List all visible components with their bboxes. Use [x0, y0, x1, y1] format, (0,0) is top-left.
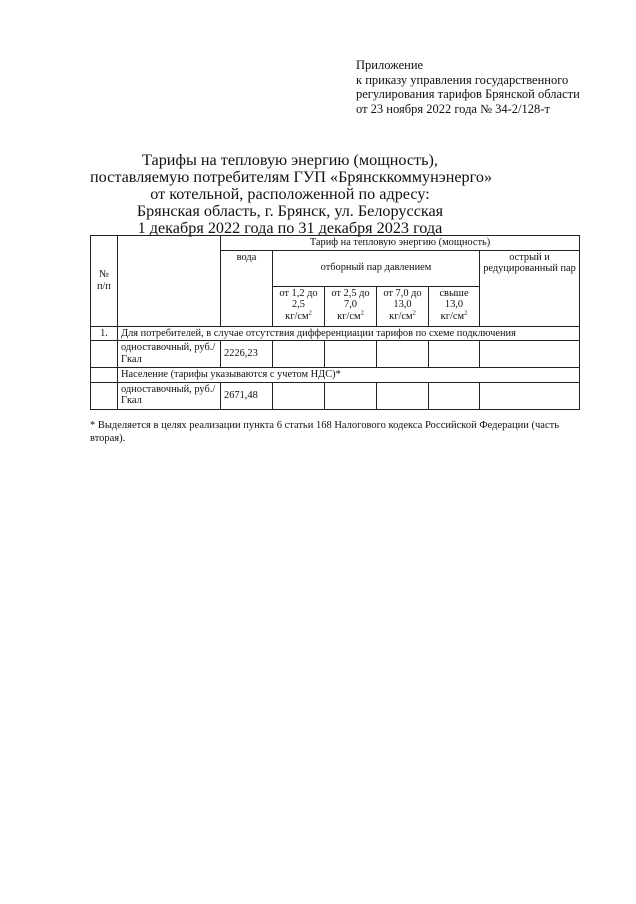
row-2-label: одноставочный, руб./Гкал [118, 382, 221, 409]
pressure-3-unit: кг/см [389, 310, 413, 322]
header-empty [118, 236, 221, 327]
annex-header [356, 58, 626, 116]
annex-line-1: Приложение [356, 58, 424, 72]
section-1-label: Для потребителей, в случае отсутствия дифференциации тарифов по схеме подключения [118, 326, 580, 341]
annex-line-2: к приказу управления государственного [356, 72, 569, 87]
row-1-water: 2226,23 [221, 341, 273, 368]
pressure-2-range: от 2,5 до 7,0 [331, 287, 370, 310]
title-line-3: от котельной, расположенной по адресу: [150, 185, 430, 203]
row-2-water: 2671,48 [221, 382, 273, 409]
pressure-1-unit: кг/см [285, 310, 309, 322]
pressure-2-unit: кг/см [337, 310, 361, 322]
pressure-1-range: от 1,2 до 2,5 [279, 287, 318, 310]
pressure-4-unit: кг/см [440, 310, 465, 322]
header-pressure-1: от 1,2 до 2,5 $кг/см^2$ [273, 286, 325, 326]
row-1-label: одноставочный, руб./Гкал [118, 341, 221, 368]
pressure-3-range: от 7,0 до 13,0 [383, 287, 422, 310]
header-water: вода [221, 250, 273, 326]
table-row [91, 382, 580, 409]
document-title [90, 151, 493, 237]
header-pressure-3: от 7,0 до 13,0 $кг/см^2$ [377, 286, 429, 326]
annex-line-3: регулирования тарифов Брянской области [356, 87, 580, 101]
header-pressure-4: свыше 13,0 $кг/см^2$ [429, 286, 480, 326]
title-line-5: 1 декабря 2022 года по 31 декабря 2023 года [137, 219, 443, 237]
tariff-table [90, 235, 580, 410]
footnote: * Выделяется в целях реализации пункта 6 статьи 168 Налогового кодекса Российской Федерации (часть вторая). [90, 420, 560, 444]
header-steam: отборный пар давлением [273, 250, 480, 286]
header-row-1 [91, 236, 580, 251]
header-pressure-2: от 2,5 до 7,0 $кг/см^2$ [325, 286, 377, 326]
section-row-2 [91, 368, 580, 383]
annex-line-4: от 23 ноября 2022 года № 34-2/128-т [356, 101, 550, 116]
title-line-4: Брянская область, г. Брянск, ул. Белорусская [136, 202, 444, 220]
pressure-4-range: свыше 13,0 [439, 287, 469, 310]
header-num: № п/п [91, 236, 118, 327]
title-line-1: Тарифы на тепловую энергию (мощность), [142, 151, 438, 169]
title-line-2: поставляемую потребителям ГУП «Брянсккоммунэнерго» [90, 168, 493, 186]
section-1-num: 1. [91, 326, 118, 341]
section-2-label: Население (тарифы указываются с учетом НДС)* [118, 368, 580, 383]
section-row-1 [91, 326, 580, 341]
table-row [91, 341, 580, 368]
header-tariff: Тариф на тепловую энергию (мощность) [221, 236, 580, 251]
header-acute: острый и редуцированный пар [480, 250, 580, 326]
